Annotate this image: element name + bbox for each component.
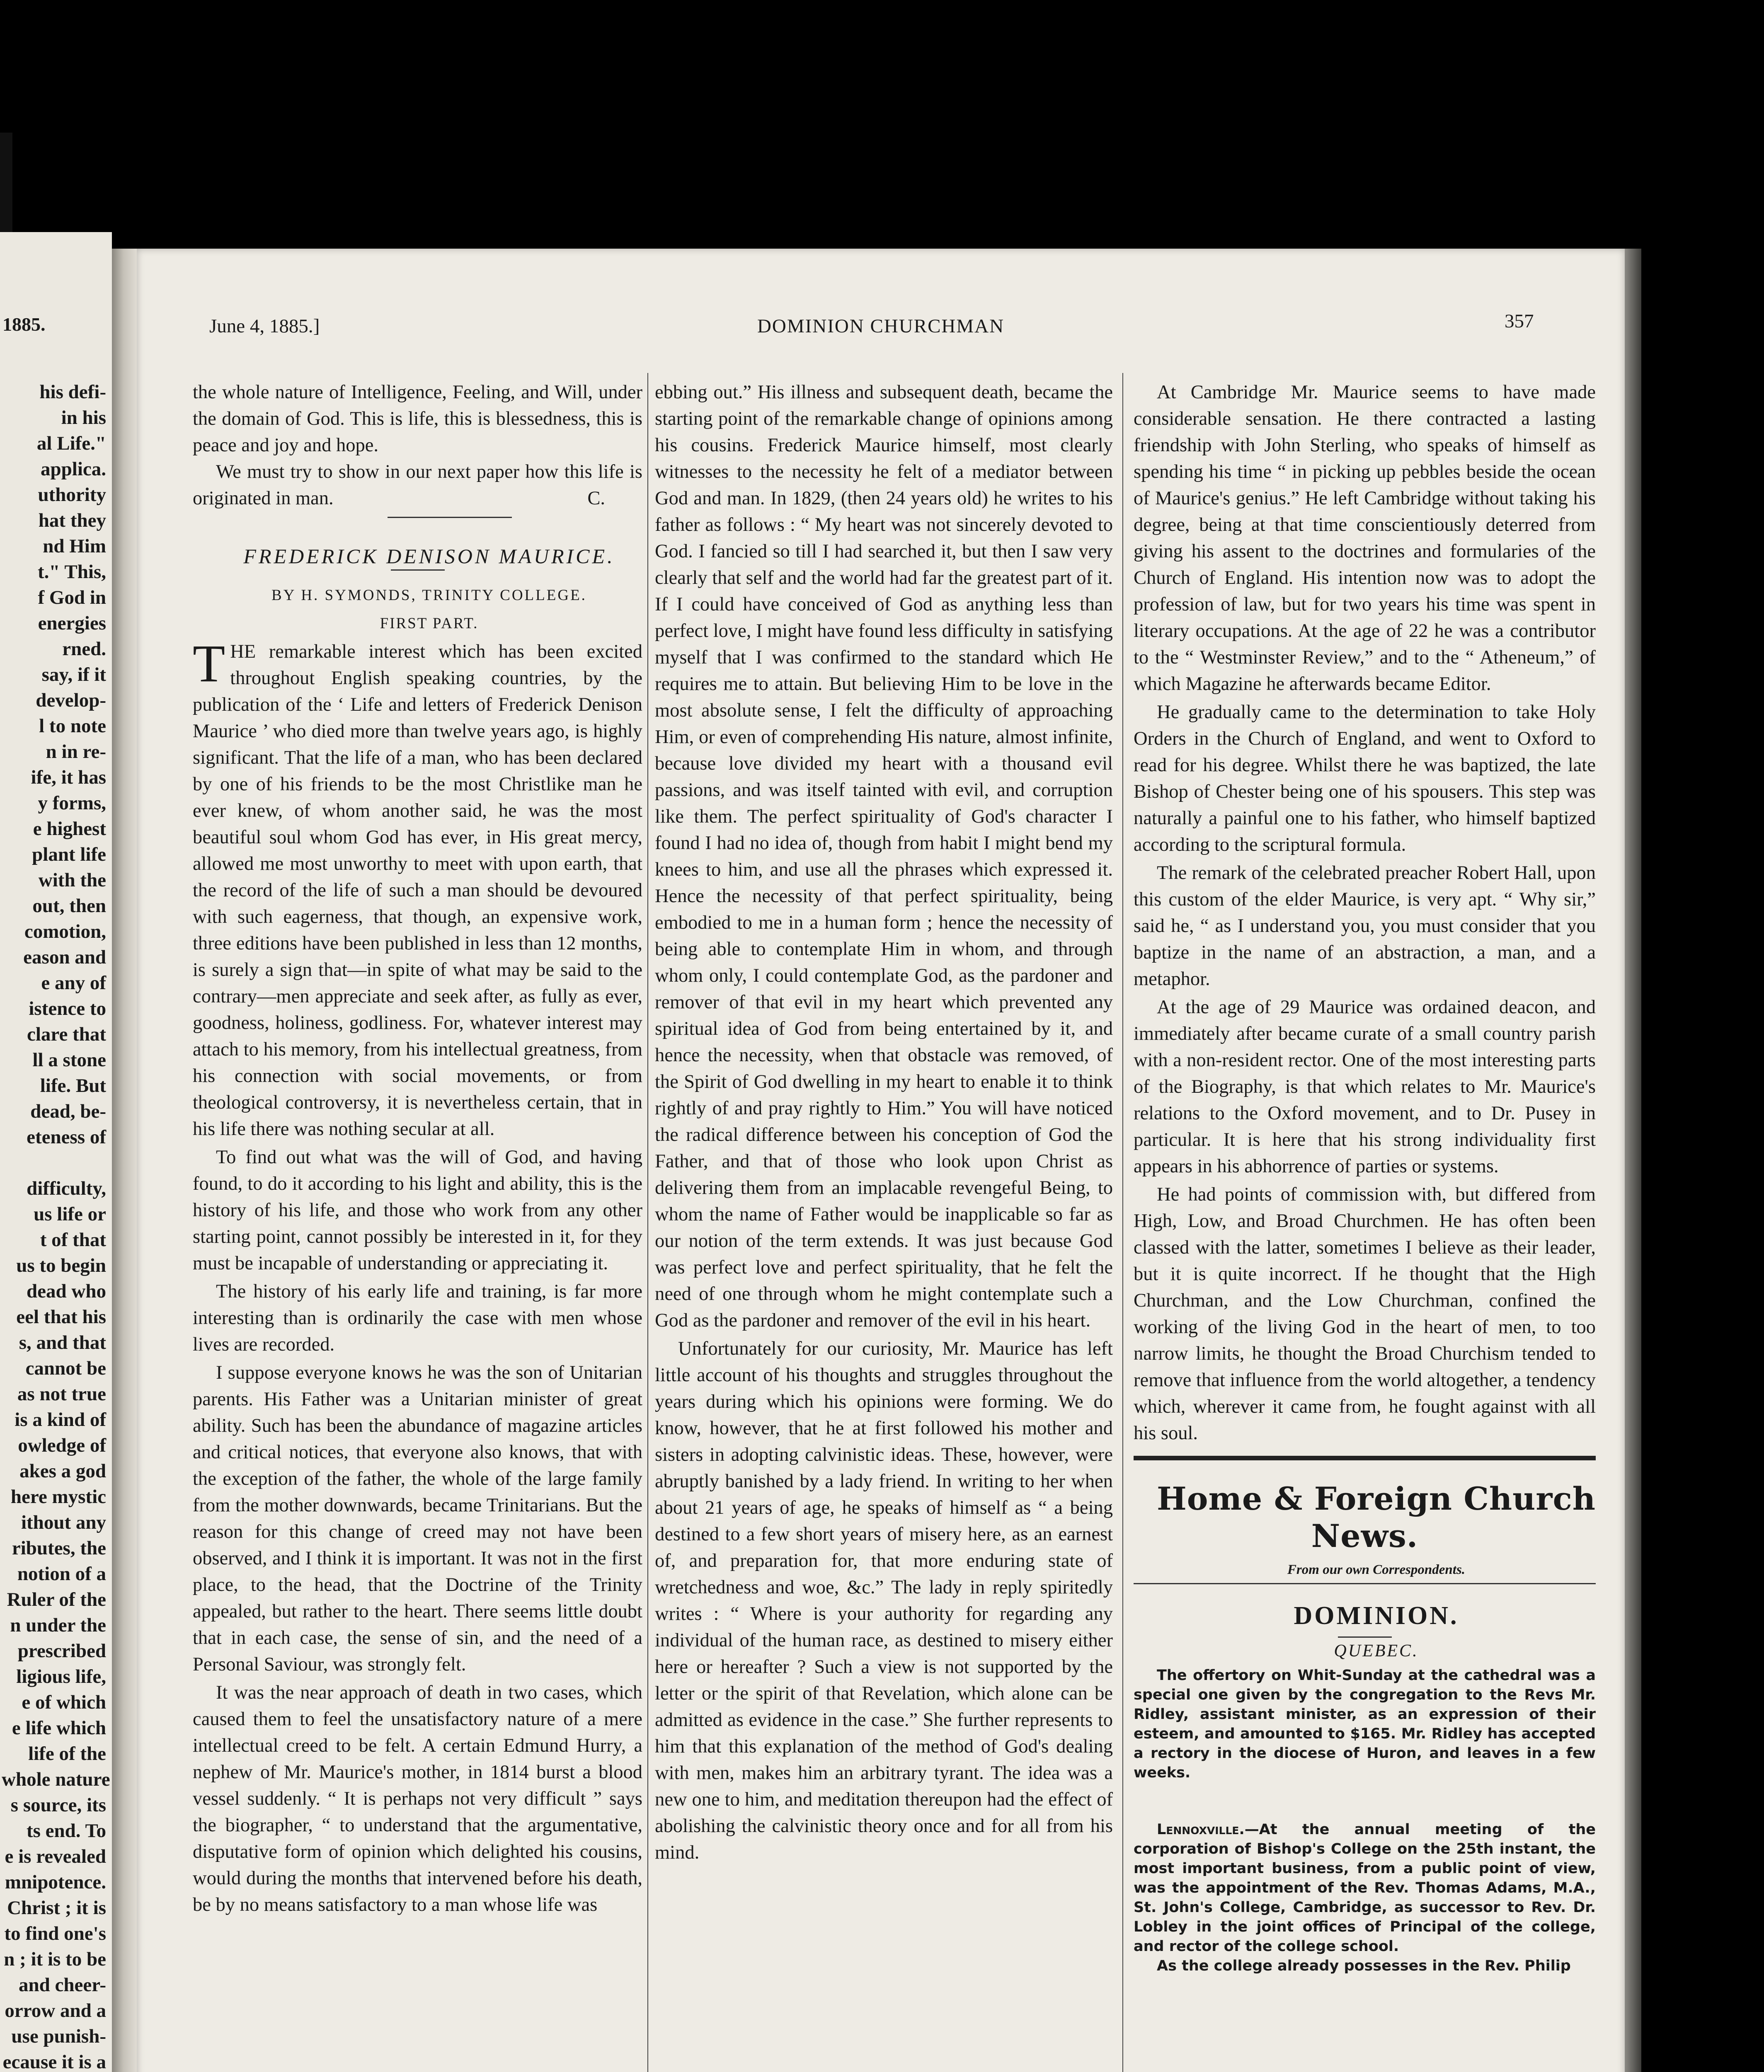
- previous-page-line: hat they: [38, 510, 106, 531]
- section-divider: [1134, 1456, 1596, 1460]
- section-heading: Home & Foreign Church News.: [1157, 1480, 1596, 1554]
- previous-page-line: ithout any: [21, 1512, 106, 1533]
- region-heading: DOMINION.: [1294, 1602, 1459, 1630]
- previous-page-line: t." This,: [38, 561, 106, 583]
- previous-page-line: out, then: [32, 895, 106, 917]
- previous-page-line: f God in: [38, 587, 106, 608]
- previous-page-line: uthority: [38, 484, 106, 506]
- previous-page-line: eteness of: [27, 1126, 106, 1148]
- closing-block: [193, 459, 642, 512]
- paragraph: We must try to show in our next paper how this life is originated in man.: [193, 461, 642, 509]
- previous-page-line: with the: [38, 869, 106, 891]
- previous-page-line: e highest: [33, 818, 106, 840]
- previous-page-line: comotion,: [24, 921, 106, 942]
- previous-page-line: in his: [61, 407, 106, 428]
- previous-page-line: notion of a: [17, 1563, 106, 1585]
- author-signature: C.: [587, 488, 605, 509]
- previous-page-line: life. But: [40, 1075, 106, 1097]
- previous-page-line: t of that: [40, 1229, 106, 1251]
- column-3: [1134, 379, 1596, 1976]
- news-place: Lennoxville.: [1157, 1821, 1245, 1838]
- previous-page-line: cannot be: [25, 1358, 106, 1379]
- previous-page-line: as not true: [17, 1383, 106, 1405]
- page-edge: [1625, 249, 1641, 2072]
- section-divider: [388, 517, 512, 518]
- news-text: —At the annual meeting of the corporation of Bishop's College on the 25th instant, the most important business, from a public point of view, was the appointment of the Rev. Thomas Adams, M.A., St. John's College, Cambridge, as successor to Rev. Dr. Lobley in the joint offices of Principal of the college, and rector of the college school.: [1134, 1821, 1596, 1955]
- previous-page-text: [2, 379, 110, 2072]
- previous-page-line: [2, 1150, 106, 1176]
- previous-page-line: n ; it is to be: [4, 1949, 106, 1970]
- column-divider: [1122, 373, 1123, 2072]
- previous-page-line: develop-: [36, 690, 106, 711]
- previous-page-line: ecause it is a: [2, 2051, 106, 2072]
- previous-page-line: al Life.": [36, 433, 106, 454]
- previous-page-line: e any of: [41, 972, 106, 994]
- column-divider: [647, 373, 648, 2072]
- previous-page-line: Ruler of the: [7, 1589, 106, 1610]
- previous-page-line: is a kind of: [15, 1409, 106, 1431]
- previous-page-line: applica.: [40, 458, 106, 480]
- previous-page-line: dead, be-: [30, 1101, 106, 1122]
- previous-page-line: here mystic: [10, 1486, 106, 1508]
- issue-date: June 4, 1885.]: [209, 315, 320, 337]
- previous-page-line: to find one's: [4, 1923, 106, 1944]
- paragraph: At Cambridge Mr. Maurice seems to have made considerable sensation. He there contracted a lasting friendship with John Sterling, who speaks of himself as spending his time “ in picking up pebbles beside the ocean of Maurice's genius.” He left Cambridge without taking his degree, being at that time conscientiously deterred from giving his assent to the doctrines and formularies of the Church of England. His intention now was to adopt the profession of law, but for two years his time was spent in literary occupations. At the age of 22 he was a contributor to the “ Westminster Review,” and to the “ Atheneum,” of which Magazine he afterwards became Editor.: [1134, 382, 1596, 695]
- previous-page-line: say, if it: [41, 664, 106, 685]
- news-item: As the college already possesses in the Rev. Philip: [1157, 1958, 1571, 1974]
- previous-page-line: istence to: [29, 998, 106, 1019]
- previous-page-line: akes a god: [19, 1460, 106, 1482]
- previous-page-line: e is revealed: [5, 1846, 106, 1867]
- previous-page-line: nd Him: [43, 535, 106, 557]
- drop-cap: T: [193, 634, 225, 693]
- page-number: 357: [1505, 310, 1534, 332]
- previous-page-line: dead who: [27, 1280, 106, 1302]
- paragraph: ebbing out.” His illness and subsequent death, became the starting point of the remarkable change of opinions among his cousins. Frederick Maurice himself, most clearly witnesses to the necessity he felt of a mediator between God and man. In 1829, (then 24 years old) he writes to his father as follows : “ My heart was not sincerely devoted to God. I fancied so till I had searched it, but then I saw very clearly that self and the world had far the greatest part of it. If I could have conceived of God as anything less than perfect love, I might have found less difficulty in satisfying myself that I was confirmed to the standard which He requires me to attain. But believing Him to be love in the most absolute sense, I felt the difficulty of approaching Him, or even of comprehending His nature, almost infinite, because love divided my heart with a thousand evil passions, and was itself tainted with evil, and corruption like them. The perfect spirituality of God's character I found I had no idea of, though from habit I might bend my knees to him, and use all the phrases which expressed it. Hence the necessity of that perfect spirituality, being embodied to me in a human form ; hence the necessity of being able to contemplate Him in whom, and through whom only, I could contemplate God, as the pardoner and remover of that evil in my heart which prevented any spiritual idea of God from being entertained by it, and hence the necessity, when that obstacle was removed, of the Spirit of God dwelling in my heart to enable it to think rightly of and pray rightly to Him.” You will have noticed the radical difference between his conception of God the Father, and that of those who look upon Christ as delivering them from an implacable revengeful Being, to whom the name of Father would be inapplicable so far as our notion of the term extends. It was just because God was perfect love and perfect spirituality, that he felt the need of one through whom he might contemplate such a God as the pardoner and remover of the evil in his heart.: [655, 382, 1113, 1331]
- previous-page-line: ligious life,: [16, 1666, 106, 1687]
- previous-page-line: ributes, the: [12, 1537, 106, 1559]
- paragraph: I suppose everyone knows he was the son of Unitarian parents. His Father was a Unitarian minister of great ability. Such has been the abundance of magazine articles and critical notices, that everyone also knows, that with the exception of the father, the whole of the large family from the mother downwards, became Trinitarians. But the reason for this change of creed may not have been observed, and I think it is important. It was not in the first place, to the head, that the Doctrine of the Trinity appealed, but rather to the heart. There seems little doubt that in each case, the sense of sin, and the need of a Personal Saviour, was strongly felt.: [193, 1362, 642, 1675]
- previous-page-line: ts end. To: [26, 1820, 106, 1842]
- column-1: [193, 379, 642, 1918]
- paragraph: He had points of commission with, but differed from High, Low, and Broad Churchmen. He has often been classed with the latter, sometimes I believe as their leader, but it is quite incorrect. If he thought that the High Churchman, and the Low Churchman, confined the working of the living God in the heart of men, to too narrow limits, he thought the Broad Churchism tended to remove that influence from the world altogether, a tendency which, wherever it came from, he fought against with all his soul.: [1134, 1184, 1596, 1444]
- previous-page-edge: [0, 232, 112, 2072]
- paragraph: To find out what was the will of God, and having found, to do it according to his light and ability, this is the history of his life, and those who work from any other starting point, cannot possibly be interested in it, for they must be incapable of understanding or appreciating it.: [193, 1147, 642, 1274]
- previous-page-line: ife, it has: [31, 767, 106, 788]
- paragraph: At the age of 29 Maurice was ordained deacon, and immediately after became curate of a small country parish with a non-resident rector. One of the most interesting parts of the Biography, is that which relates to Mr. Maurice's relations to the Oxford movement, and to Dr. Pusey in particular. It is here that his strong individuality first appears in his abhorrence of parties or systems.: [1134, 997, 1596, 1177]
- previous-page-line: ll a stone: [32, 1049, 106, 1071]
- previous-page-line: mnipotence.: [5, 1871, 106, 1893]
- previous-page-line: rned.: [62, 638, 106, 660]
- previous-page-line: n under the: [10, 1615, 106, 1636]
- paragraph: The history of his early life and training, is far more interesting than is ordinarily the case with men whose lives are recorded.: [193, 1281, 642, 1355]
- previous-page-line: s, and that: [19, 1332, 106, 1353]
- previous-page-line: eason and: [23, 946, 106, 968]
- news-item: The offertory on Whit-Sunday at the cathedral was a special one given by the congregation to the Revs Mr. Ridley, assistant minister, as an expression of their esteem, and amounted to $165. Mr. Ridley has accepted a rectory in the diocese of Huron, and leaves in a few weeks.: [1134, 1667, 1596, 1781]
- previous-page-line: life of the: [28, 1743, 106, 1765]
- previous-page-line: whole nature: [2, 1769, 110, 1790]
- article-part: FIRST PART.: [380, 615, 479, 632]
- column-2: [655, 379, 1113, 1866]
- paragraph: [193, 634, 642, 1143]
- previous-page-line: owledge of: [18, 1435, 106, 1456]
- publication-title: DOMINION CHURCHMAN: [757, 315, 1005, 337]
- previous-page-year: 1885.: [2, 314, 46, 335]
- previous-page-line: e life which: [12, 1717, 106, 1739]
- previous-page-line: plant life: [32, 844, 106, 865]
- previous-page-line: his defi-: [39, 381, 106, 403]
- page-header: [137, 310, 1625, 348]
- previous-page-line: energies: [38, 612, 106, 634]
- province-heading: QUEBEC.: [1334, 1641, 1419, 1661]
- previous-page-line: eel that his: [16, 1306, 106, 1328]
- previous-page-line: clare that: [27, 1024, 106, 1045]
- paragraph-text: HE remarkable interest which has been excited throughout English speaking countries, by the publication of the ‘ Life and letters of Frederick Denison Maurice ’ who died more than twelve years ago, is highly significant. That the life of a man, who has been declared by one of his friends to be the most Christlike man he ever knew, of whom another said, he was the most beautiful soul whom God has ever, in His great mercy, allowed me most unworthy to meet with upon earth, that the record of the life of such a man should be devoured with such eagerness, that though, an expensive work, three editions have been published in less than 12 months, is surely a sign that—in spite of what may be said to the contrary—men appreciate and seek after, as fully as ever, goodness, holiness, godliness. For, whatever interest may attach to his memory, from his intellectual greatness, from his connection with social movements, or from theological controversy, it is nevertheless certain, that in his life there was nothing secular at all.: [193, 641, 642, 1140]
- paragraph: the whole nature of Intelligence, Feeling, and Will, under the domain of God. This is life, this is blessedness, this is peace and joy and hope.: [193, 382, 642, 456]
- previous-page-line: l to note: [39, 715, 106, 737]
- news-item: [1134, 1820, 1596, 1956]
- paragraph: It was the near approach of death in two cases, which caused them to feel the unsatisfactory nature of a mere intellectual creed to be felt. A certain Edmund Hurry, a nephew of Mr. Maurice's mother, in 1814 burst a blood vessel suddenly. “ It is perhaps not very difficult ” says the biographer, “ to understand that the argumentative, disputative form of opinion which delighted his cousins, would during the months that intervened before his death, be by no means satisfactory to a man whose life was: [193, 1682, 642, 1915]
- previous-page-line: prescribed: [17, 1640, 106, 1662]
- previous-page-line: s source, its: [10, 1794, 106, 1816]
- previous-page-line: y forms,: [38, 792, 106, 814]
- previous-page-line: orrow and a: [5, 2000, 106, 2021]
- paragraph: He gradually came to the determination to take Holy Orders in the Church of England, and went to Oxford to read for his degree. Whilst there he was baptized, the late Bishop of Chester being one of his spousers. This step was naturally a painful one to his father, who himself baptized according to the scriptural formula.: [1134, 702, 1596, 855]
- previous-page-line: us to begin: [16, 1255, 106, 1276]
- previous-page-line: Christ ; it is: [7, 1897, 106, 1919]
- newspaper-page: [137, 249, 1625, 2072]
- previous-page-line: use punish-: [11, 2026, 106, 2047]
- previous-page-line: us life or: [34, 1203, 106, 1225]
- section-subheading: From our own Correspondents.: [1287, 1562, 1466, 1577]
- previous-page-line: difficulty,: [27, 1178, 106, 1199]
- paragraph: The remark of the celebrated preacher Robert Hall, upon this custom of the elder Maurice, is very apt. “ Why sir,” said he, “ as I understand you, you must consider that you baptize in the name of an abstraction, a man, and a metaphor.: [1134, 862, 1596, 990]
- paragraph: Unfortunately for our curiosity, Mr. Maurice has left little account of his thoughts and struggles throughout the years during which his opinions were forming. We do know, however, that he at first followed his mother and sisters in adopting calvinistic ideas. These, however, were abruptly banished by a lady friend. In writing to her when about 21 years of age, he speaks of himself as “ a being destined to a few short years of misery here, as an earnest of, and preparation for, that more enduring state of wretchedness and woe, &c.” The lady in reply spiritedly writes : “ Where is your authority for regarding any individual of the human race, as destined to misery either here or hereafter ? Such a view is not supported by the letter or the spirit of that Revelation, which alone can be admitted as evidence in the case.” She further represents to him that this explanation of the method of God's dealing with men, makes him an arbitrary tyrant. The idea was a new one to him, and meditation thereupon had the effect of abolishing the calvinistic theory once and for all from his mind.: [655, 1338, 1113, 1863]
- title-rule: [391, 569, 445, 571]
- section-divider: [1134, 1583, 1596, 1584]
- previous-page-line: n in re-: [46, 741, 106, 762]
- previous-page-line: e of which: [22, 1692, 106, 1713]
- previous-page-line: and cheer-: [18, 1974, 106, 1996]
- article-byline: BY H. SYMONDS, TRINITY COLLEGE.: [271, 587, 587, 604]
- article-title: FREDERICK DENISON MAURICE.: [243, 545, 615, 568]
